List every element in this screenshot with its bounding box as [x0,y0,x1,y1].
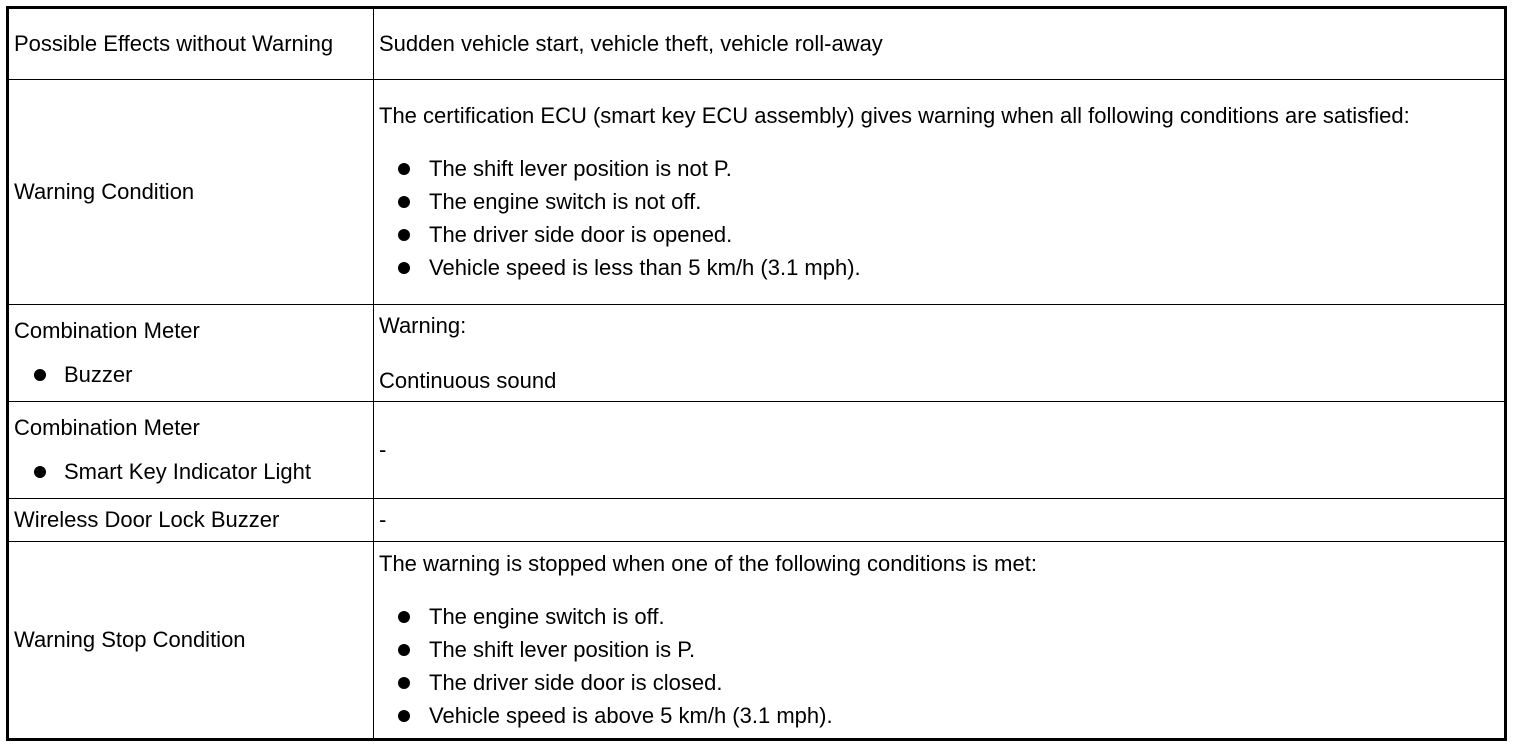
row-label-text: Combination Meter [14,317,200,343]
list-item: Smart Key Indicator Light [14,455,373,488]
list-item: The engine switch is off. [379,600,1504,633]
row-label-text: Possible Effects without Warning [14,31,334,56]
table-row [8,499,1506,542]
row-label-possible-effects [8,8,374,80]
row-label-combination-meter-light [8,402,374,499]
row-value-text: Sudden vehicle start, vehicle theft, vehicle roll-away [379,31,883,56]
list-item: The driver side door is closed. [379,666,1504,699]
warning-spec-table [6,6,1507,741]
table-row [8,8,1506,80]
table-row [8,305,1506,402]
row-label-text: Warning Condition [14,179,195,204]
sub-item-list [14,455,373,488]
row-value-text: - [379,437,387,462]
row-label-text: Combination Meter [14,414,200,440]
table-row [8,402,1506,499]
sub-item-list [14,358,373,391]
row-value-combination-meter-buzzer [374,305,1506,402]
row-label-combination-meter-buzzer [8,305,374,402]
row-label-warning-stop-condition [8,542,374,740]
row-value-warning-condition [374,80,1506,305]
condition-list [379,600,1504,732]
list-item: The shift lever position is P. [379,633,1504,666]
row-value-text: Continuous sound [379,367,557,393]
row-label-text: Warning Stop Condition [14,627,246,652]
condition-intro: The warning is stopped when one of the following conditions is met: [379,550,1037,576]
warning-title: Warning: [379,312,467,338]
row-value-text: - [379,507,387,532]
table-row [8,80,1506,305]
row-label-text: Wireless Door Lock Buzzer [14,507,280,532]
list-item: The shift lever position is not P. [379,152,1504,185]
list-item: The engine switch is not off. [379,185,1504,218]
list-item: Vehicle speed is less than 5 km/h (3.1 mph). [379,251,1504,284]
row-label-warning-condition [8,80,374,305]
list-item: The driver side door is opened. [379,218,1504,251]
list-item: Vehicle speed is above 5 km/h (3.1 mph). [379,699,1504,732]
row-value-combination-meter-light [374,402,1506,499]
table-row [8,542,1506,740]
row-value-warning-stop-condition [374,542,1506,740]
condition-intro: The certification ECU (smart key ECU assembly) gives warning when all following conditions are satisfied: [379,102,1410,128]
condition-list [379,152,1504,284]
row-value-possible-effects [374,8,1506,80]
row-value-wireless-door-lock-buzzer [374,499,1506,542]
list-item: Buzzer [14,358,373,391]
row-label-wireless-door-lock-buzzer [8,499,374,542]
